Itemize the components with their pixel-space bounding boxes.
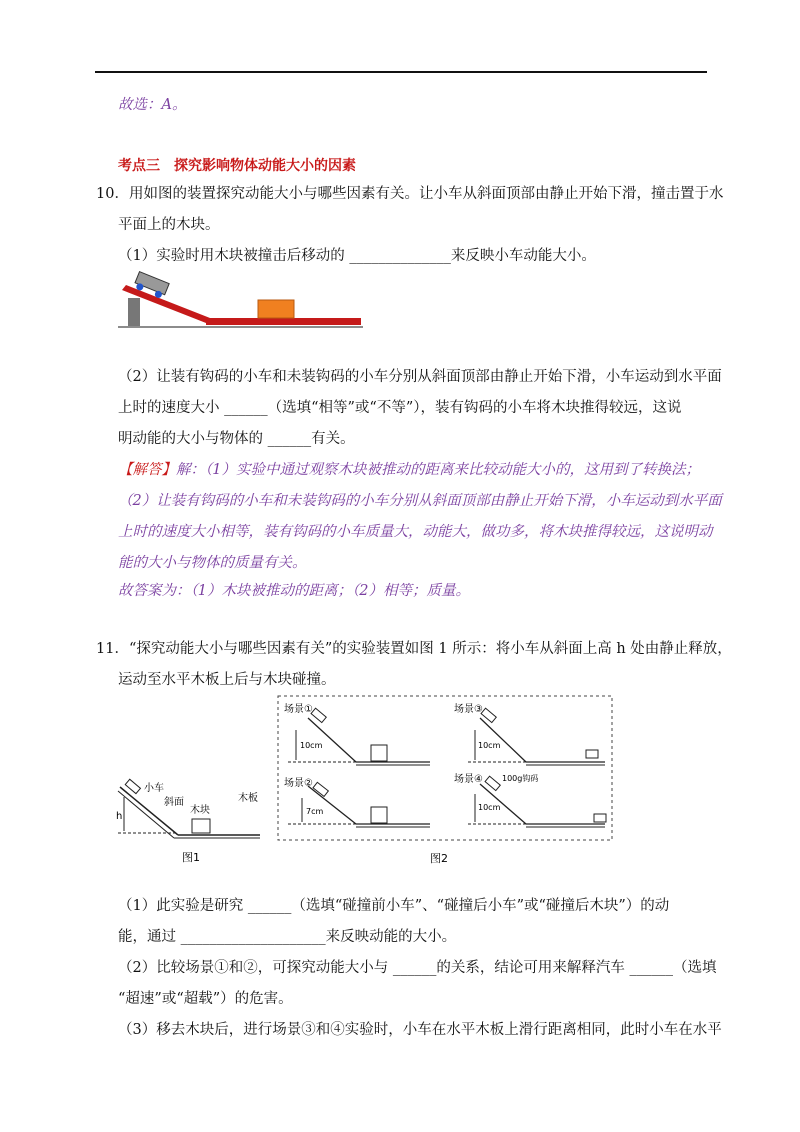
- fig1-cart-label: 小车: [144, 783, 164, 794]
- scene3: [454, 702, 605, 765]
- fig1-caption: 图1: [182, 851, 200, 864]
- q11-part2-line2: “超速”或“超载”）的危害。: [118, 991, 293, 1007]
- support-post: [128, 298, 140, 326]
- section-title: 考点三 探究影响物体动能大小的因素: [118, 158, 356, 174]
- q11-part1-line2: 能，通过 ____________________来反映动能的大小。: [118, 929, 457, 945]
- q11-part2-line1: （2）比较场景①和②，可探究动能大小与 ______的关系，结论可用来解释汽车 ______（选填: [118, 960, 717, 976]
- scene4: [454, 772, 606, 827]
- fig1-block: [192, 819, 210, 833]
- fig1-slope: [120, 787, 178, 835]
- q10-stem-line2: 平面上的木块。: [118, 217, 220, 233]
- scene4-label: 场景④: [454, 774, 483, 785]
- q10-stem-line1: 10．用如图的装置探究动能大小与哪些因素有关。让小车从斜面顶部由静止开始下滑，撞击置于水: [96, 186, 724, 202]
- scene2-label: 场景②: [284, 778, 313, 789]
- q11-stem-line2: 运动至水平木板上后与木块碰撞。: [118, 672, 336, 688]
- q11-part3-line1: （3）移去木块后，进行场景③和④实验时，小车在水平木板上滑行距离相同，此时小车在水平: [118, 1022, 722, 1038]
- q11-part1-line1: （1）此实验是研究 ______（选填“碰撞前小车”、“碰撞后小车”或“碰撞后木块”）的动: [118, 898, 670, 914]
- wood-block: [258, 300, 294, 318]
- q10-part2-line2: 上时的速度大小 ______（选填“相等”或“不等”），装有钩码的小车将木块推得较远，这说: [118, 400, 682, 416]
- scene2: [284, 776, 430, 827]
- scene4-weight-label: 100g钩码: [502, 774, 539, 783]
- scene3-height: 10cm: [478, 741, 501, 750]
- scene3-label: 场景③: [454, 704, 483, 715]
- solution-tag: 【解答】: [118, 462, 176, 478]
- fig1-cart: [125, 779, 140, 793]
- q10-incline-figure: [118, 270, 363, 334]
- header-rule: [95, 71, 707, 73]
- fig2-caption: 图2: [430, 852, 448, 865]
- scene1: [284, 702, 430, 765]
- q10-part2-line3: 明动能的大小与物体的 ______有关。: [118, 431, 355, 447]
- q10-solution-line4: 能的大小与物体的质量有关。: [118, 555, 307, 571]
- q11-figure1: [110, 775, 275, 870]
- fig2-dashed-frame: [278, 696, 612, 840]
- q11-figure2: [270, 690, 620, 870]
- solution-text: 解：（1）实验中通过观察木块被推动的距离来比较动能大小的，这用到了转换法；: [176, 462, 700, 478]
- scene4-height: 10cm: [478, 803, 501, 812]
- fig1-slope-label: 斜面: [164, 797, 184, 808]
- q10-solution-line2: （2）让装有钩码的小车和未装钩码的小车分别从斜面顶部由静止开始下滑，小车运动到水平面: [118, 493, 722, 509]
- previous-answer: 故选：A。: [118, 97, 187, 113]
- scene2-height: 7cm: [306, 807, 324, 816]
- scene1-height: 10cm: [300, 741, 323, 750]
- q11-stem-line1: 11．“探究动能大小与哪些因素有关”的实验装置如图 1 所示：将小车从斜面上高 h 处由静止释放，: [96, 641, 732, 657]
- horizontal-board: [206, 318, 361, 325]
- q10-part2-line1: （2）让装有钩码的小车和未装钩码的小车分别从斜面顶部由静止开始下滑，小车运动到水平面: [118, 369, 722, 385]
- fig1-h-label: h: [116, 811, 123, 822]
- q10-solution-line3: 上时的速度大小相等，装有钩码的小车质量大，动能大，做功多，将木块推得较远，这说明动: [118, 524, 713, 540]
- q10-final-answer: 故答案为：（1）木块被推动的距离；（2）相等；质量。: [118, 583, 470, 599]
- q10-solution-line1: [118, 460, 700, 480]
- fig1-board-label: 木板: [238, 793, 258, 804]
- fig1-block-label: 木块: [190, 805, 210, 816]
- q10-part1: （1）实验时用木块被撞击后移动的 ______________来反映小车动能大小。: [118, 248, 596, 264]
- scene1-label: 场景①: [284, 704, 313, 715]
